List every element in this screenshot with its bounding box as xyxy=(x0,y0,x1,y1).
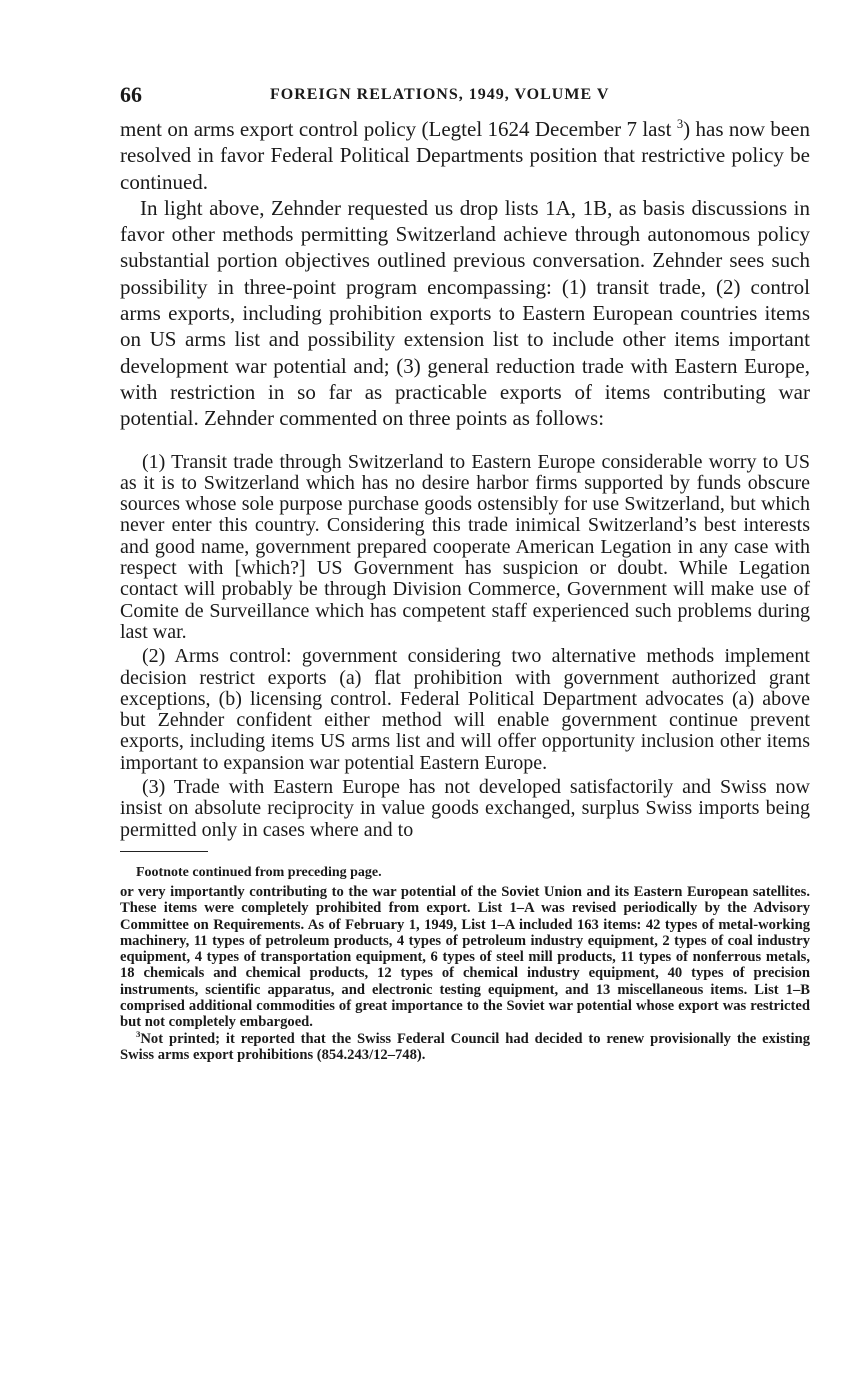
paragraph-text-before-ref: ment on arms export control policy (Legtel 1624 December 7 last xyxy=(120,117,677,141)
footnote-reference-3: 3 xyxy=(676,117,684,131)
body-paragraph-zehnder-request: In light above, Zehnder requested us drop lists 1A, 1B, as basis discussions in favor other methods permitting Switzerland achieve through autonomous policy substantial portion objectives outlined previous conversation. Zehnder sees such possibility in three-point program encompassing: (1) transit trade, (2) control arms exports, including prohibition exports to Eastern European countries items on US arms list and possibility extension list to include other items important development war potential and; (3) general reduction trade with Eastern Europe, with restriction in so far as practicable exports of items contributing war potential. Zehnder commented on three points as follows: xyxy=(120,195,810,431)
footnote-3-text: Not printed; it reported that the Swiss Federal Council had decided to renew provisionally the existing Swiss arms export prohibitions (854.243/12–748). xyxy=(120,1030,810,1063)
page-header xyxy=(120,82,810,116)
footnotes xyxy=(120,864,810,1063)
footnote-continued-text: or very importantly contributing to the war potential of the Soviet Union and its Eastern European satellites. These items were completely prohibited from export. List 1–A was revised periodically by the Advisory Committee on Requirements. As of February 1, 1949, List 1–A included 163 items: 42 types of metal-working machinery, 11 types of petroleum products, 4 types of petroleum industry equipment, 2 types of coal industry equipment, 4 types of transportation equipment, 6 types of steel mill products, 11 types of nonferrous metals, 18 chemicals and chemical products, 12 types of chemical industry equipment, 40 types of precision instruments, scientific apparatus, and electronic testing equipment, and 13 miscellaneous items. List 1–B comprised additional commodities of great importance to the Soviet war potential whose export was restricted but not completely embargoed. xyxy=(120,883,810,1031)
footnote-continued-label: Footnote continued from preceding page. xyxy=(136,864,382,880)
footnote-divider xyxy=(120,851,208,852)
point-eastern-trade: (3) Trade with Eastern Europe has not developed satisfactorily and Swiss now insist on absolute reciprocity in value goods exchanged, surplus Swiss imports being permitted only in cases where and to xyxy=(120,776,810,841)
paragraph-text-after-ref: ) has now been resolved in favor Federal Political Departments position that restrictive policy be continued. xyxy=(120,117,810,194)
document-page xyxy=(120,82,810,1063)
quoted-points xyxy=(120,452,810,841)
running-title: FOREIGN RELATIONS, 1949, VOLUME V xyxy=(270,86,610,103)
footnote-3-marker: 3 xyxy=(136,1028,141,1039)
point-transit-trade: (1) Transit trade through Switzerland to Eastern Europe considerable worry to US as it is to Switzerland which has no desire harbor firms supported by funds obscure sources whose sole purpose purchase goods ostensibly for use Switzerland, but which never enter this country. Considering this trade inimical Switzerland’s best interests and good name, government prepared cooperate American Legation in any case with respect with [which?] US Government has suspicion or doubt. While Legation contact will probably be through Division Commerce, Government will make use of Comite de Surveillance which has competent staff experienced such problems during last war. xyxy=(120,450,810,643)
body-paragraph-continued xyxy=(120,116,810,195)
footnote-3 xyxy=(120,1028,810,1064)
point-arms-control: (2) Arms control: government considering two alternative methods implement decision restrict exports (a) flat prohibition with government authorized grant exceptions, (b) licensing control. Federal Political Department advocates (a) above but Zehnder confident either method will enable government continue prevent exports, including items US arms list and will offer opportunity inclusion other items important to expansion war potential Eastern Europe. xyxy=(120,645,810,774)
page-number: 66 xyxy=(120,82,142,107)
